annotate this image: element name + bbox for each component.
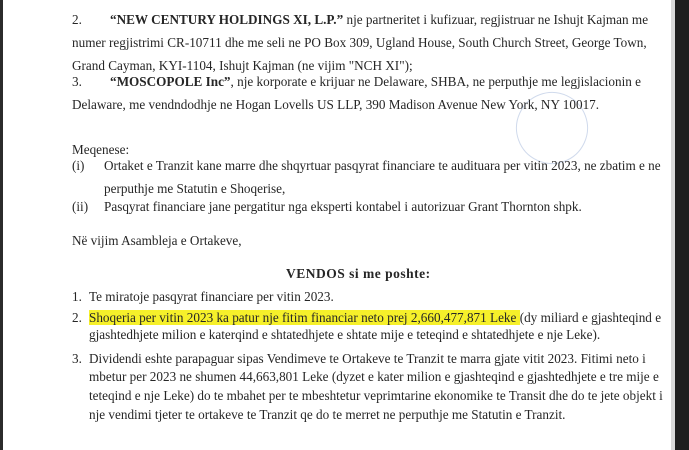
decision-2-highlight: Shoqeria per vitin 2023 ka patur nje fitim financiar neto prej 2,660,477,871 Leke <box>89 310 520 325</box>
page-right-edge <box>675 0 689 450</box>
decision-1-number: 1. <box>72 289 82 304</box>
decides-heading: VENDOS si me poshte: <box>286 266 431 281</box>
party3-line1 <box>110 74 641 90</box>
whereas-item-2-marker: (ii) <box>72 199 89 214</box>
decision-2-number: 2. <box>72 310 82 325</box>
decision-2-line1-rest: (dy miliard e gjashteqind e <box>519 310 662 325</box>
party2-line1 <box>110 12 648 28</box>
whereas-item-1-marker: (i) <box>72 158 85 173</box>
party2-number: 2. <box>72 12 82 27</box>
whereas-item-1-line1: Ortaket e Tranzit kane marre dhe shqyrtuar pasqyrat financiare te audituara per vitin 2023, ne zbatim e ne <box>104 158 661 173</box>
party2-name: “NEW CENTURY HOLDINGS XI, L.P.” <box>110 12 344 27</box>
decision-2-line2: gjashtedhjete milion e katerqind e shtatedhjete e shtate mije e teteqind e shtatedhjete e nje Leke). <box>89 327 601 342</box>
decision-3-line3: teteqind e nje Leke) do te mbahet per te mbeshtetur veprimtarine ekonomike te Transit dhe do te jete objekt i <box>89 388 663 403</box>
party2-line2: numer regjistrimi CR-10711 dhe me seli ne PO Box 309, Ugland House, South Church Street, George Town, <box>72 35 647 50</box>
party3-name: “MOSCOPOLE Inc” <box>110 74 231 89</box>
decision-3-line4: nje vendimi tjeter te ortakeve te Tranzit qe do te merret ne perputhje me Statutin e Tranzit. <box>89 407 566 422</box>
party3-line2: Delaware, me vendndodhje ne Hogan Lovells US LLP, 390 Madison Avenue New York, NY 10017. <box>72 97 600 112</box>
decision-3-number: 3. <box>72 351 82 366</box>
decision-2-line1 <box>89 310 661 326</box>
whereas-item-1-line2: perputhje me Statutin e Shoqerise, <box>104 181 286 196</box>
decision-3-line2: mbetur per 2023 ne shumen 44,663,801 Leke (dyzet e kater milion e gjashteqind e gjashtedhjete e tre mije e <box>89 369 659 384</box>
assembly-line: Në vijim Asambleja e Ortakeve, <box>72 233 242 248</box>
page-left-edge <box>0 0 3 450</box>
whereas-item-2-line1: Pasqyrat financiare jane pergatitur nga eksperti kontabel i autorizuar Grant Thornton shpk. <box>104 199 582 214</box>
party3-line1-rest: , nje korporate e krijuar ne Delaware, SHBA, ne perputhje me legjislacionin e <box>230 74 642 89</box>
whereas-title: Meqenese: <box>72 142 130 157</box>
party2-line3: Grand Cayman, KYI-1104, Ishujt Kajman (ne vijim "NCH XI"); <box>72 58 413 73</box>
decision-3-line1: Dividendi eshte parapaguar sipas Vendimeve te Ortakeve te Tranzit te marra gjate vitit 2023. Fitimi neto i <box>89 351 646 366</box>
party2-line1-rest: nje partneritet i kufizuar, regjistruar ne Ishujt Kajman me <box>343 12 649 27</box>
decision-1-line1: Te miratoje pasqyrat financiare per vitin 2023. <box>89 289 334 304</box>
party3-number: 3. <box>72 74 82 89</box>
